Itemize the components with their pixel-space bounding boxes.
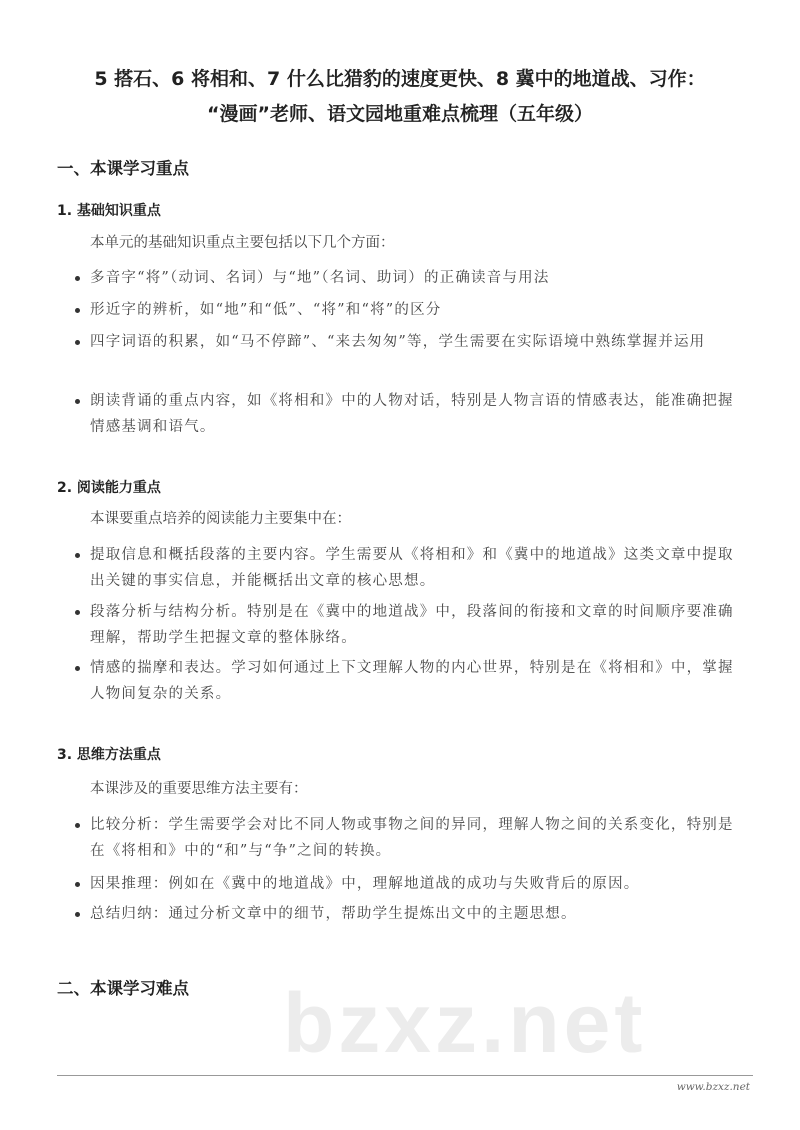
intro-reading-ability: 本课要重点培养的阅读能力主要集中在：: [90, 511, 351, 527]
list-item-text: 朗读背诵的重点内容，如《将相和》中的人物对话，特别是人物言语的情感表达，能准确把握情感基调和语气。: [90, 393, 734, 435]
list-item: [90, 871, 742, 897]
document-title: [40, 62, 760, 132]
list-item: [90, 812, 742, 864]
list-item: [90, 297, 742, 323]
intro-basic-knowledge: 本单元的基础知识重点主要包括以下几个方面：: [90, 235, 395, 251]
list-item-text: 因果推理：例如在《冀中的地道战》中，理解地道战的成功与失败背后的原因。: [90, 876, 640, 892]
intro-thinking-methods: 本课涉及的重要思维方法主要有：: [90, 781, 308, 797]
list-item: [90, 329, 742, 355]
list-item: [90, 542, 742, 594]
list-item-text: 情感的揣摩和表达。学习如何通过上下文理解人物的内心世界，特别是在《将相和》中，掌握人物间复杂的关系。: [90, 660, 734, 702]
bullet-icon: [75, 276, 80, 281]
bullet-icon: [75, 666, 80, 671]
subheading-basic-knowledge: 1. 基础知识重点: [57, 203, 161, 219]
list-item: [90, 599, 742, 651]
bullet-icon: [75, 308, 80, 313]
footer-url: www.bzxz.net: [676, 1081, 750, 1093]
list-item-text: 提取信息和概括段落的主要内容。学生需要从《将相和》和《冀中的地道战》这类文章中提取出关键的事实信息，并能概括出文章的核心思想。: [90, 547, 734, 589]
bullet-icon: [75, 912, 80, 917]
section-heading-difficulties: 二、本课学习难点: [57, 979, 189, 998]
subheading-thinking-methods: 3. 思维方法重点: [57, 747, 161, 763]
section-heading-key-points: 一、本课学习重点: [57, 159, 189, 178]
title-line-1: 5 搭石、6 将相和、7 什么比猎豹的速度更快、8 冀中的地道战、习作：: [94, 68, 706, 90]
list-item: [90, 388, 742, 440]
list-item-text: 形近字的辨析，如“地”和“低”、“将”和“将”的区分: [90, 302, 442, 318]
list-item-text: 多音字“将”（动词、名词）与“地”（名词、助词）的正确读音与用法: [90, 270, 550, 286]
bullet-icon: [75, 882, 80, 887]
list-item: [90, 265, 742, 291]
subheading-reading-ability: 2. 阅读能力重点: [57, 480, 161, 496]
list-item-text: 四字词语的积累，如“马不停蹄”、“来去匆匆”等，学生需要在实际语境中熟练掌握并运用: [90, 334, 706, 350]
list-item: [90, 901, 742, 927]
bullet-icon: [75, 553, 80, 558]
list-item-text: 比较分析：学生需要学会对比不同人物或事物之间的异同，理解人物之间的关系变化，特别是在《将相和》中的“和”与“争”之间的转换。: [90, 817, 734, 859]
list-item: [90, 655, 742, 707]
bullet-icon: [75, 399, 80, 404]
list-item-text: 段落分析与结构分析。特别是在《冀中的地道战》中，段落间的衔接和文章的时间顺序要准确理解，帮助学生把握文章的整体脉络。: [90, 604, 734, 646]
bullet-icon: [75, 610, 80, 615]
bullet-icon: [75, 340, 80, 345]
title-line-2: “漫画”老师、语文园地重难点梳理（五年级）: [207, 103, 593, 125]
footer-divider: [57, 1075, 753, 1076]
list-item-text: 总结归纳：通过分析文章中的细节，帮助学生提炼出文中的主题思想。: [90, 906, 577, 922]
bullet-icon: [75, 823, 80, 828]
watermark: bzxz.net: [283, 976, 647, 1070]
